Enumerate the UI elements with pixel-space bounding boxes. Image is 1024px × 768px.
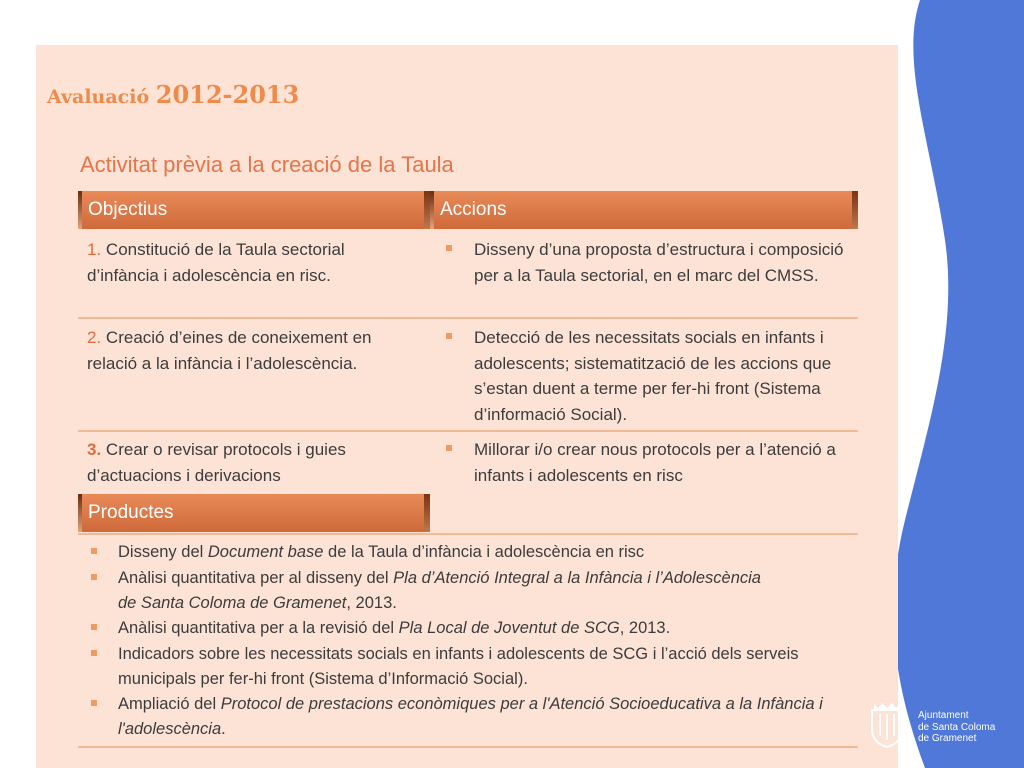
objective-text: Constitució de la Taula sectorial d’infància i adolescència en risc.: [87, 240, 345, 285]
action-cell-2: Detecció de les necessitats socials en infants i adolescents; sistematització de les accions que s’estan duent a terme per fer-hi front (Sistema d’informació Social).: [474, 328, 832, 424]
page-title: [47, 80, 299, 109]
product-text: , 2013.: [619, 619, 671, 637]
bullet-icon: [91, 574, 97, 580]
objective-number: 1.: [87, 240, 102, 259]
product-text: Ampliació del: [118, 695, 221, 713]
product-item-5: [118, 692, 843, 742]
bullet-icon: [91, 650, 97, 656]
product-text: Indicadors sobre les necessitats socials en infants i adolescents de SCG i l’acció dels serveis municipals per fer-hi front (Sistema d’Informació Social).: [118, 645, 799, 688]
product-italic: Pla Local de Joventut de SCG: [398, 619, 620, 637]
header-accions: Accions: [430, 191, 858, 229]
product-item-4: [118, 642, 843, 692]
row-divider: [78, 533, 858, 535]
product-text: Disseny del: [118, 543, 208, 561]
objective-number: 3.: [87, 440, 102, 459]
bullet-icon: [91, 700, 97, 706]
logo-line: de Gramenet: [918, 733, 977, 744]
product-text: de la Taula d’infància i adolescència en risc: [323, 543, 645, 561]
bullet-icon: [91, 624, 97, 630]
section-subtitle: Activitat prèvia a la creació de la Taula: [80, 152, 454, 177]
objective-text: Crear o revisar protocols i guies d’actuacions i derivacions: [87, 440, 346, 485]
product-text: Anàlisi quantitativa per al disseny del: [118, 569, 394, 587]
bullet-icon: [446, 333, 452, 339]
objective-cell-3: [87, 437, 417, 488]
product-italic: Document base: [207, 543, 324, 561]
coat-of-arms-icon: [866, 700, 908, 748]
logo-line: de Santa Coloma: [918, 721, 996, 733]
row-divider: [78, 430, 858, 432]
product-text: .: [221, 720, 226, 738]
objective-cell-2: [87, 325, 417, 376]
product-item-3: [118, 616, 670, 641]
row-divider: [78, 746, 858, 748]
product-italic: Protocol de prestacions econòmiques per a l'Atenció Socioeducativa a la Infància i l'adolescència: [118, 695, 823, 738]
product-text: Anàlisi quantitativa per a la revisió del: [118, 619, 399, 637]
row-divider: [78, 317, 858, 319]
bullet-icon: [446, 245, 452, 251]
bullet-icon: [91, 548, 97, 554]
product-item-2: [118, 566, 778, 616]
product-text: , 2013.: [346, 594, 397, 612]
objective-text: Creació d’eines de coneixement en relació a la infància i l’adolescència.: [87, 328, 372, 373]
header-objectius: Objectius: [78, 191, 430, 229]
header-empty-cell: [430, 494, 858, 532]
objective-cell-1: [87, 237, 417, 288]
bullet-icon: [446, 445, 452, 451]
objective-number: 2.: [87, 328, 102, 347]
product-item-1: [118, 540, 644, 565]
logo-line: Ajuntament: [918, 710, 969, 721]
header-productes: Productes: [78, 494, 430, 532]
product-italic: Pla d’Atenció Integral a la Infància i l’Adolescència de Santa Coloma de Gramenet: [118, 569, 761, 612]
action-cell-3: Millorar i/o crear nous protocols per a l’atenció a infants i adolescents en risc: [474, 440, 836, 485]
title-year: 2012-2013: [155, 80, 300, 109]
municipality-logo-text: [918, 710, 995, 745]
action-cell-1: Disseny d’una proposta d’estructura i composició per a la Taula sectorial, en el marc del CMSS.: [474, 240, 844, 285]
title-prefix: Avaluació: [47, 86, 150, 108]
